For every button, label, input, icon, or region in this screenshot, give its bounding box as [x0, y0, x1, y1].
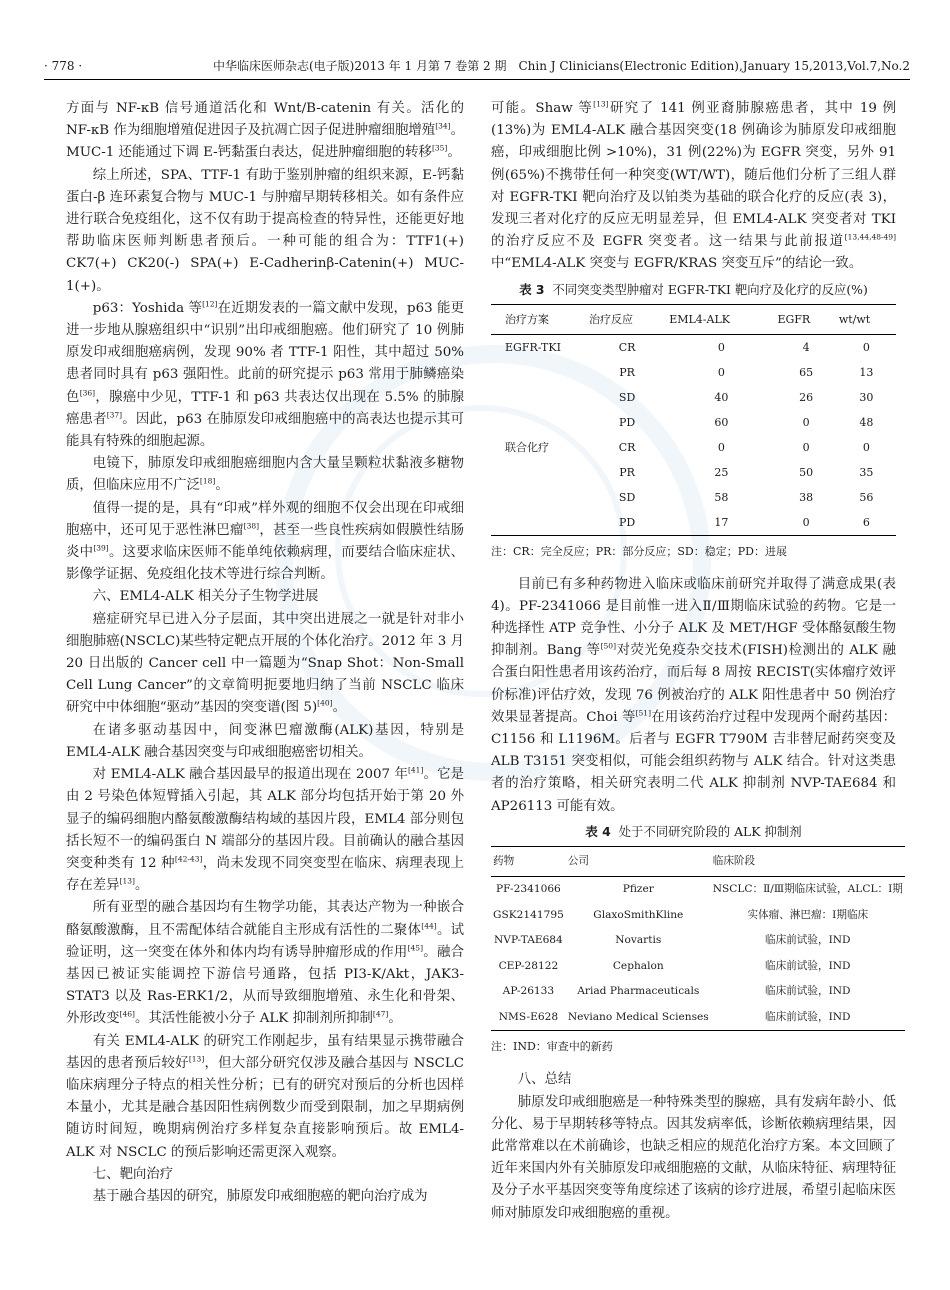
cell: [491, 360, 587, 385]
paragraph: 在诸多驱动基因中，间变淋巴瘤激酶(ALK)基因，特别是 EML4-ALK 融合基因突变与印戒细胞癌密切相关。: [66, 722, 464, 760]
paragraph: 所有亚型的融合基因均有生物学功能，其表达产物为一种嵌合酪氨酸激酶，且不需配体结合就能自主形成有活性的二聚体[44]。试验证明，这一突变在体外和体内均有诱导肿瘤形成的作用[45]。融合基因已被证实能调控下游信号通路，包括 PI3-K/Akt，JAK3-STAT3 以及 Ras-ERK1/2，从而导致细胞增殖、永生化和骨架、外形改变[46]。其活性能被小分子 ALK 抑制剂所抑制[47]。: [66, 900, 465, 1027]
cell: 临床前试验，IND: [711, 1005, 905, 1031]
cell: 临床前试验，IND: [765, 985, 851, 998]
table-row: [491, 435, 896, 460]
table-row: [491, 510, 896, 536]
citation: [34]: [435, 121, 451, 131]
cell: SD: [618, 390, 636, 404]
cell: NSCLC：Ⅱ/Ⅲ期临床试验，ALCL：Ⅰ期: [712, 883, 903, 896]
table-row: [491, 979, 905, 1005]
table-3-note: 注：CR：完全反应；PR：部分反应；SD：稳定；PD：进展: [491, 544, 787, 558]
cell: 0: [862, 340, 870, 354]
cell: SD: [618, 490, 636, 504]
table-row: [491, 360, 896, 385]
cell: PD: [618, 415, 636, 429]
table-label: 表 3: [519, 281, 545, 297]
cell: CEP-28122: [498, 959, 559, 972]
paragraph: p63：Yoshida 等[12]在近期发表的一篇文献中发现，p63 能更进一步地从腺癌组织中“识别”出印戒细胞癌。他们研究了 10 例肺原发印戒细胞癌病例，发现 90% 者 TTF-1 阳性，其中超过 50% 患者同时具有 p63 强阳性。此前的研究提示 p63 常用于肺鳞癌染色[36]，腺癌中少见，TTF-1 和 p63 共表达仅出现在 5.5% 的肺腺癌患者[37]。因此，p63 在肺原发印戒细胞癌中的高表达也提示其可能具有特殊的细胞起源。: [66, 299, 464, 450]
table-title: 处于不同研究阶段的 ALK 抑制剂: [618, 823, 802, 839]
table-row: [491, 460, 896, 485]
citation: [39]: [93, 543, 109, 553]
cell: CR: [618, 440, 636, 454]
citation: [37]: [106, 410, 123, 420]
citation: [46]: [119, 1009, 135, 1019]
cell: 25: [714, 465, 729, 479]
citation: [45]: [407, 943, 424, 953]
cell: Neviano Medical Scienses: [566, 1005, 711, 1031]
cell: 35: [859, 465, 874, 479]
cell: 40: [714, 390, 729, 404]
table-header-row: [491, 846, 905, 877]
cell: AP-26133: [502, 985, 555, 998]
cell: 0: [717, 365, 725, 379]
citation: [47]: [372, 1009, 389, 1019]
paragraph: 有关 EML4-ALK 的研究工作刚起步，虽有结果显示携带融合基因的患者预后较好[13]，但大部分研究仅涉及融合基因与 NSCLC 临床病理分子特点的相关性分析；已有的研究对预后的分析也因样本量小，尤其是融合基因阳性病例数少而受到限制，加之早期病例随访时间短，晚期病例治疗多样复杂直接影响预后。故 EML4-ALK 对 NSCLC 的预后影响还需更深入观察。: [66, 1033, 465, 1160]
cell: 0: [862, 440, 870, 454]
table-header-row: [491, 304, 896, 334]
paragraph: 值得一提的是，具有“印戒”样外观的细胞不仅会出现在印戒细胞癌中，还可见于恶性淋巴瘤[38]，甚至一些良性疾病如假膜性结肠炎中[39]。这要求临床医师不能单纯依赖病理，而要结合临床症状、影像学证据、免疫组化技术等进行综合判断。: [66, 500, 465, 583]
cell: 38: [799, 490, 814, 504]
col-header: 临床阶段: [711, 846, 905, 877]
citation: [12]: [202, 299, 218, 309]
table-row: [491, 1005, 905, 1031]
cell: PF-2341066: [496, 883, 561, 896]
citation: [44]: [421, 921, 437, 931]
citation: [50]: [600, 641, 617, 651]
col-header: 治疗方案: [491, 304, 587, 334]
table-row: [491, 903, 905, 929]
citation: [36]: [79, 388, 96, 398]
cell: GSK2141795: [493, 908, 564, 921]
table-3: [491, 304, 896, 536]
cell: 65: [799, 365, 814, 379]
col-header: EML4-ALK: [667, 304, 775, 334]
cell: 临床前试验，IND: [765, 959, 851, 972]
cell: 联合化疗: [505, 440, 549, 454]
citation: [13]: [188, 1054, 205, 1064]
table-row: [491, 928, 905, 954]
table-row: [491, 334, 896, 360]
page-number: · 778 ·: [44, 59, 83, 73]
citation: [51]: [635, 708, 651, 718]
cell: 58: [714, 490, 729, 504]
cell: 6: [837, 510, 896, 536]
section-heading: 六、EML4-ALK 相关分子生物学进展: [92, 589, 319, 605]
cell: 实体瘤、淋巴瘤：Ⅰ期临床: [747, 908, 869, 921]
table-4-caption: [491, 822, 896, 842]
left-column: [66, 98, 464, 1208]
paragraph: 对 EML4-ALK 融合基因最早的报道出现在 2007 年[41]。它是由 2 号染色体短臂插入引起，其 ALK 部分均包括开始于第 20 外显子的编码细胞内酪氨酸激酶结构域的基因片段，EML4 部分则包括长短不一的编码蛋白 N 端部分的基因片段。目前确认的融合基因突变种类有 12 种[42-43]，尚未发现不同突变型在临床、病理表现上存在差异[13]。: [66, 765, 464, 894]
cell: 0: [775, 510, 836, 536]
citation: [40]: [317, 699, 333, 709]
paragraph: 可能。Shaw 等[13]研究了 141 例亚裔肺腺癌患者，其中 19 例(13%)为 EML4-ALK 融合基因突变(18 例确诊为肺原发印戒细胞癌，印戒细胞比例 >10%)，31 例(22%)为 EGFR 突变，另外 91 例(65%)不携带任何一种突变(WT/WT)，随后他们分析了三组人群对 EGFR-TKI 靶向治疗及以铂类为基础的联合化疗的反应(表 3)，发现三者对化疗的反应无明显差异，但 EML4-ALK 突变者对 TKI 的治疗反应不及 EGFR 突变者。这一结果与此前报道[13,44,48-49]中“EML4-ALK 突变与 EGFR/KRAS 突变互斥”的结论一致。: [491, 99, 896, 272]
journal-citation: 中华临床医师杂志(电子版)2013 年 1 月第 7 卷第 2 期 Chin J Clinicians(Electronic Edition),January 15,2013,Vol.7,No.2: [212, 59, 910, 73]
citation: [38]: [243, 521, 260, 531]
cell: NVP-TAE684: [494, 934, 563, 947]
cell: 56: [859, 490, 874, 504]
cell: 0: [802, 440, 810, 454]
table-4-note: 注：IND：审查中的新药: [491, 1040, 613, 1054]
citation: [41]: [407, 765, 424, 775]
cell: [491, 385, 587, 410]
cell: 0: [802, 415, 810, 429]
paragraph: 电镜下，肺原发印戒细胞癌细胞内含大量呈颗粒状黏液多糖物质，但临床应用不广泛[18]。: [66, 456, 464, 494]
section-heading: 八、总结: [517, 1072, 572, 1088]
paragraph: 方面与 NF-κB 信号通道活化和 Wnt/B-catenin 有关。活化的 NF-κB 作为细胞增殖促进因子及抗凋亡因子促进肿瘤细胞增殖[34]。MUC-1 还能通过下调 E-钙黏蛋白表达，促进肿瘤细胞的转移[35]。: [66, 101, 465, 161]
cell: GlaxoSmithKline: [593, 908, 684, 921]
citation: [35]: [431, 143, 448, 153]
col-header: 药物: [491, 846, 566, 877]
cell: CR: [618, 340, 636, 354]
cell: EGFR-TKI: [505, 340, 561, 354]
cell: [491, 510, 587, 536]
col-header: 公司: [566, 846, 711, 877]
cell: 30: [859, 390, 874, 404]
cell: [491, 460, 587, 485]
cell: 0: [717, 440, 725, 454]
citation: [42-43]: [174, 854, 203, 864]
cell: [491, 410, 587, 435]
table-3-caption: [491, 280, 896, 300]
citation: [13]: [119, 876, 135, 886]
cell: PD: [587, 510, 667, 536]
cell: Pfizer: [622, 883, 654, 896]
cell: 17: [667, 510, 775, 536]
cell: [491, 485, 587, 510]
paragraph: 癌症研究早已进入分子层面，其中突出进展之一就是针对非小细胞肺癌(NSCLC)某些特定靶点开展的个体化治疗。2012 年 3 月 20 日出版的 Cancer cell 中一篇题为“Snap Shot：Non-Small Cell Lung Cancer”的文章简明扼要地归纳了当前 NSCLC 临床研究中中体细胞“驱动”基因的突变谱(图 5)[40]。: [66, 611, 464, 716]
section-heading: 七、靶向治疗: [92, 1166, 174, 1182]
cell: 50: [799, 465, 814, 479]
citation: [13,44,48-49]: [844, 232, 896, 242]
table-row: [491, 485, 896, 510]
cell: Novartis: [615, 934, 662, 947]
cell: Ariad Pharmaceuticals: [577, 985, 700, 998]
cell: 临床前试验，IND: [765, 934, 851, 947]
cell: NMS-E628: [491, 1005, 566, 1031]
paragraph: 目前已有多种药物进入临床或临床前研究并取得了满意成果(表 4)。PF-2341066 是目前惟一进入Ⅱ/Ⅲ期临床试验的药物。它是一种选择性 ATP 竞争性、小分子 ALK 及 MET/HGF 受体酪氨酸生物抑制剂。Bang 等[50]对荧光免疫杂交技术(FISH)检测出的 ALK 融合蛋白阳性患者用该药治疗，而后每 8 周按 RECIST(实体瘤疗效评价标准)评估疗效，发现 76 例被治疗的 ALK 阳性患者中 50 例治疗效果显著提高。Choi 等[51]在用该药治疗过程中发现两个耐药基因：C1156 和 L1196M。后者与 EGFR T790M 吉非替尼耐药突变及 ALB T3151 突变相似，可能会组织药物与 ALK 结合。针对这类患者的治疗策略，相关研究表明二代 ALK 抑制剂 NVP-TAE684 和 AP26113 可能有效。: [491, 576, 896, 814]
paragraph: 综上所述，SPA、TTF-1 有助于鉴别肿瘤的组织来源，E-钙黏蛋白-β 连环素复合物与 MUC-1 与肿瘤早期转移相关。如有条件应进行联合免疫组化，这不仅有助于提高检查的特异性，还能更好地帮助临床医师判断患者预后。一种可能的组合为：TTF1(+) CK7(+) CK20(-) SPA(+) E-Cadherinβ-Catenin(+) MUC-1(+)。: [66, 167, 464, 294]
citation: [13]: [593, 99, 609, 109]
cell: 26: [799, 390, 814, 404]
cell: 48: [859, 415, 874, 429]
cell: 60: [714, 415, 729, 429]
paragraph: 肺原发印戒细胞癌是一种特殊类型的腺癌，具有发病年龄小、低分化、易于早期转移等特点。因其发病率低，诊断依赖病理结果，因此常常难以在术前确诊，也缺乏相应的规范化治疗方案。本文回顾了近年来国内外有关肺原发印戒细胞癌的文献，从临床特征、病理特征及分子水平基因突变等角度综述了该病的诊疗进展，希望引起临床医师对肺原发印戒细胞癌的重视。: [491, 1094, 896, 1221]
table-4: [491, 846, 905, 1032]
table-row: [491, 877, 905, 903]
table-row: [491, 954, 905, 980]
col-header: wt/wt: [837, 304, 896, 334]
col-header: 治疗反应: [587, 304, 667, 334]
cell: Cephalon: [612, 959, 664, 972]
table-label: 表 4: [585, 823, 611, 839]
citation: [18]: [199, 476, 216, 486]
cell: PR: [619, 365, 635, 379]
paragraph: 基于融合基因的研究，肺原发印戒细胞癌的靶向治疗成为: [92, 1188, 428, 1204]
right-column: [491, 98, 903, 1225]
cell: 13: [859, 365, 874, 379]
cell: PR: [619, 465, 635, 479]
table-title: 不同突变类型肿瘤对 EGFR-TKI 靶向疗及化疗的反应(%): [552, 281, 868, 297]
running-header: [44, 53, 910, 80]
table-row: [491, 410, 896, 435]
cell: 4: [802, 340, 810, 354]
cell: 0: [717, 340, 725, 354]
col-header: EGFR: [775, 304, 836, 334]
table-row: [491, 385, 896, 410]
